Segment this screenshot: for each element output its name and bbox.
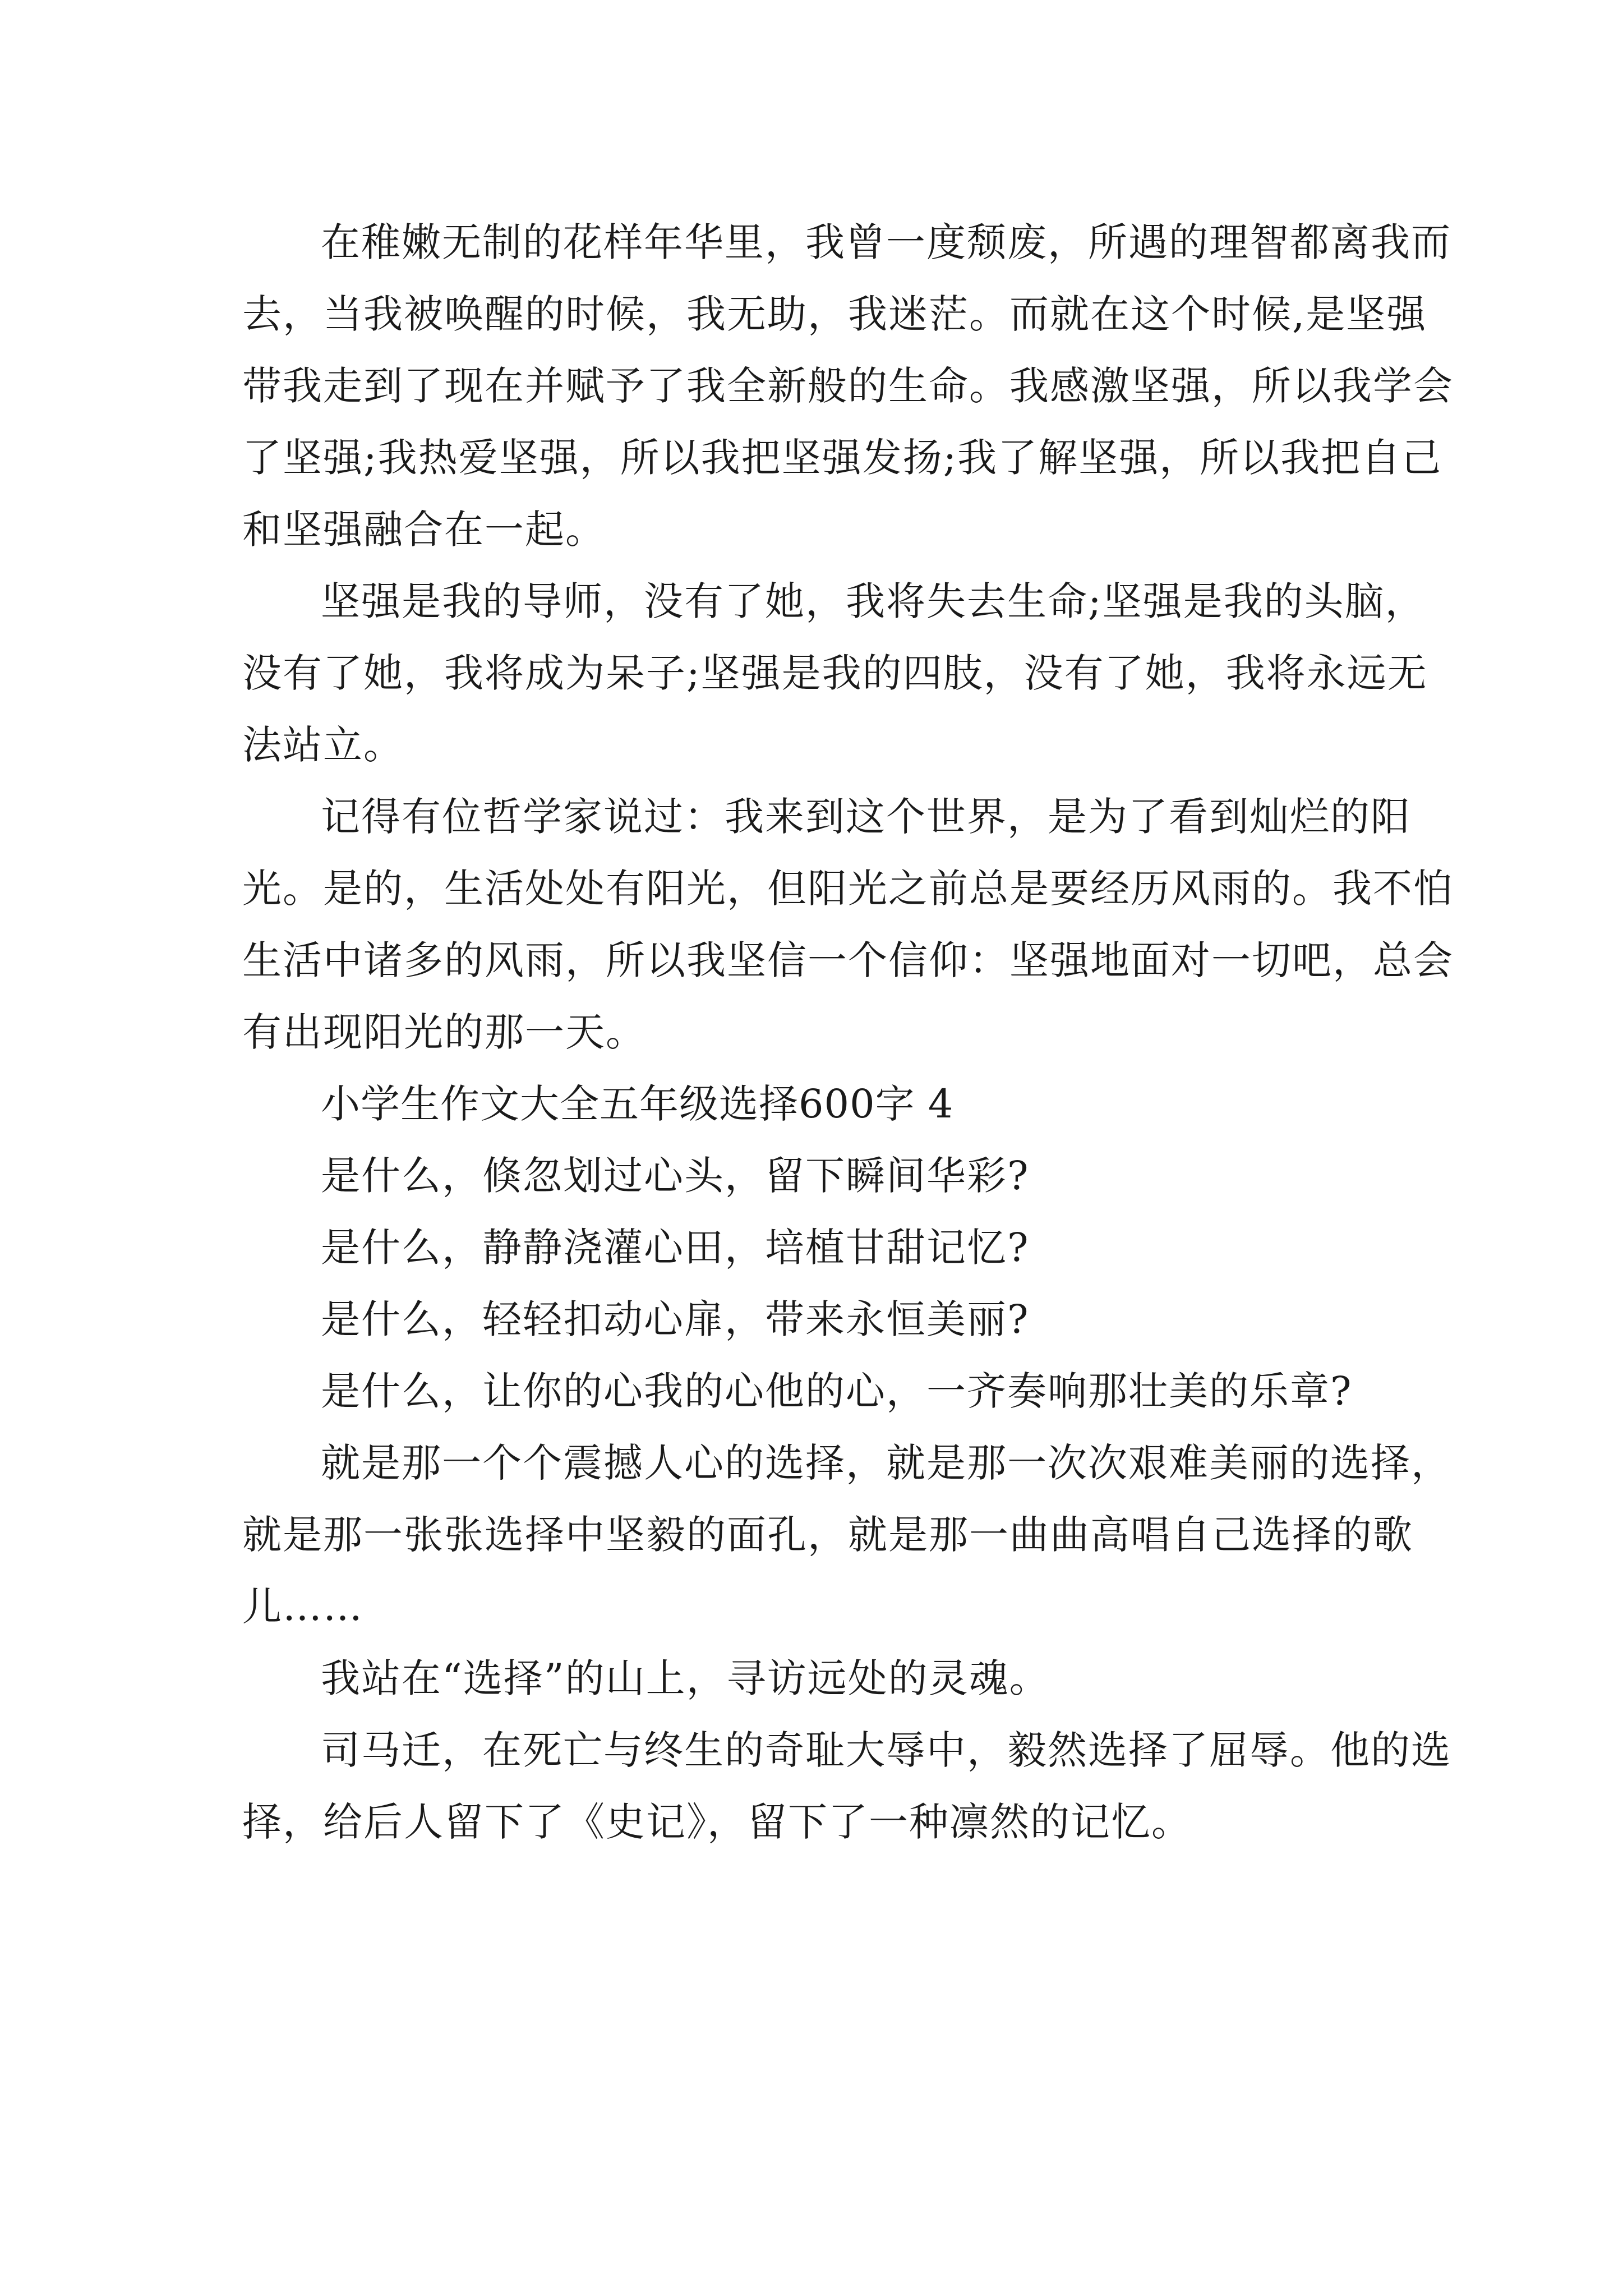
paragraph: 司马迁，在死亡与终生的奇耻大辱中，毅然选择了屈辱。他的选择，给后人留下了《史记》，留下了一种凛然的记忆。 [242,1727,1451,1845]
paragraph: 记得有位哲学家说过：我来到这个世界，是为了看到灿烂的阳光。是的，生活处处有阳光，但阳光之前总是要经历风雨的。我不怕生活中诸多的风雨，所以我坚信一个信仰：坚强地面对一切吧，总会有出现阳光的那一天。 [242,794,1454,1055]
paragraph: 是什么，静静浇灌心田，培植甘甜记忆? [321,1225,1030,1271]
paragraph: 是什么，轻轻扣动心扉，带来永恒美丽? [321,1296,1030,1342]
paragraph: 我站在“选择”的山上，寻访远处的灵魂。 [321,1655,1050,1701]
paragraph: 坚强是我的导师，没有了她，我将失去生命;坚强是我的头脑，没有了她，我将成为呆子;坚强是我的四肢，没有了她，我将永远无法站立。 [242,578,1428,768]
paragraph: 就是那一个个震撼人心的选择，就是那一次次艰难美丽的选择，就是那一张张选择中坚毅的面孔，就是那一曲曲高唱自己选择的歌儿…… [242,1440,1451,1630]
paragraph: 是什么，倏忽划过心头，留下瞬间华彩? [321,1153,1030,1199]
paragraph: 是什么，让你的心我的心他的心，一齐奏响那壮美的乐章? [321,1368,1353,1414]
paragraph: 在稚嫩无制的花样年华里，我曾一度颓废，所遇的理智都离我而去，当我被唤醒的时候，我无助，我迷茫。而就在这个时候,是坚强带我走到了现在并赋予了我全新般的生命。我感激坚强，所以我学会了坚强;我热爱坚强，所以我把坚强发扬;我了解坚强，所以我把自己和坚强融合在一起。 [242,219,1454,553]
essay-body [242,206,1454,1858]
section-heading: 小学生作文大全五年级选择600字 4 [321,1081,954,1127]
